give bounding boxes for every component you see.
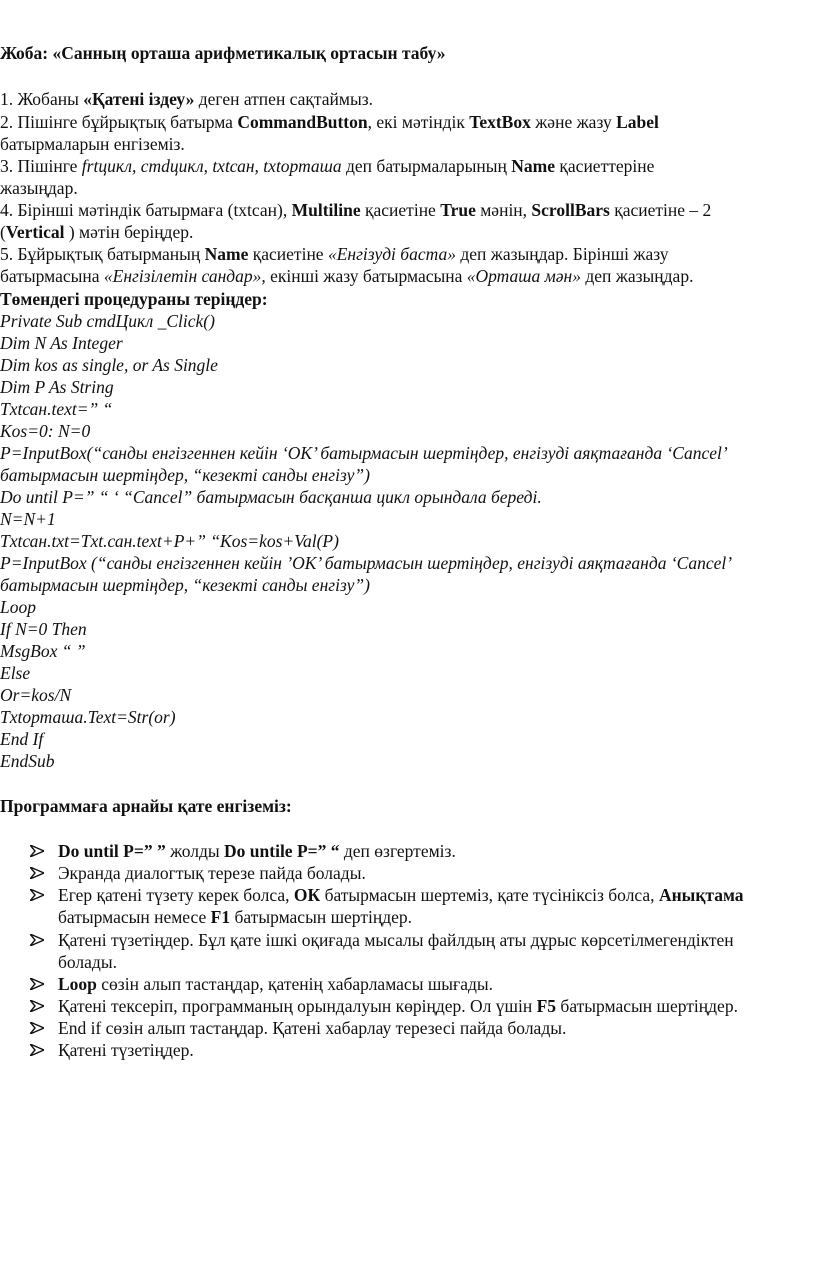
code-line: Dim P As String: [0, 377, 114, 397]
bullet-item-cont: болады.: [58, 952, 117, 972]
code-line: Do until P=” “ ‘ “Cancel” батырмасын басқанша цикл орындала береді.: [0, 487, 542, 507]
step-2-cont: батырмаларын енгіземіз.: [0, 134, 185, 154]
code-line: EndSub: [0, 751, 55, 771]
arrow-bullet-icon: [30, 840, 46, 862]
arrow-bullet-icon: [30, 884, 46, 906]
arrow-bullet-icon: [30, 1017, 46, 1039]
error-heading: Программаға арнайы қате енгіземіз:: [0, 796, 292, 816]
bullet-item: End if сөзін алып тастаңдар. Қатені хабарлау терезесі пайда болады.: [58, 1018, 567, 1038]
bullet-item: Егер қатені түзету керек болса, ОК батырмасын шертеміз, қате түсініксіз болса, Анықтама: [58, 885, 744, 905]
arrow-bullet-icon: [30, 995, 46, 1017]
code-line: Txtсан.txt=Txt.сан.text+P+” “Kos=kos+Val(P): [0, 531, 339, 551]
code-line: Else: [0, 663, 31, 683]
step-4: 4. Бірінші мәтіндік батырмаға (txtсан), Multiline қасиетіне True мәнін, ScrollBars қасиетіне – 2: [0, 200, 712, 220]
arrow-bullet-icon: [30, 1039, 46, 1061]
step-3-cont: жазыңдар.: [0, 178, 78, 198]
code-line: Or=kos/N: [0, 685, 72, 705]
code-line: P=InputBox (“санды енгізгеннен кейін ’OK’ батырмасын шертіңдер, енгізуді аяқтағанда ‘Cancel’: [0, 553, 733, 573]
code-line: If N=0 Then: [0, 619, 87, 639]
code-line: MsgBox “ ”: [0, 641, 86, 661]
page-title: Жоба: «Санның орташа арифметикалық ортасын табу»: [0, 43, 446, 63]
code-line: N=N+1: [0, 509, 56, 529]
code-line: Private Sub cmdЦикл _Click(): [0, 311, 215, 331]
bullet-item: Қатені түзетіңдер. Бұл қате ішкі оқиғада мысалы файлдың аты дұрыс көрсетілмегендіктен: [58, 930, 734, 950]
arrow-bullet-icon: [30, 973, 46, 995]
step-4-cont: (Vertical ) мәтін беріңдер.: [0, 222, 194, 242]
step-3: 3. Пішінге frtцикл, cmdцикл, txtсан, txtорташа деп батырмаларының Name қасиеттеріне: [0, 156, 655, 176]
code-line: Dim kos as single, or As Single: [0, 355, 218, 375]
code-line: P=InputBox(“санды енгізгеннен кейін ‘OK’ батырмасын шертіңдер, енгізуді аяқтағанда ‘Cancel’: [0, 443, 728, 463]
bullet-item: Экранда диалогтық терезе пайда болады.: [58, 863, 366, 883]
code-line: Dim N As Integer: [0, 333, 123, 353]
code-line: Loop: [0, 597, 36, 617]
code-line: батырмасын шертіңдер, “кезекті санды енгізу”): [0, 575, 370, 595]
bullet-item: Қатені түзетіңдер.: [58, 1040, 194, 1060]
arrow-bullet-icon: [30, 862, 46, 884]
bullet-item-cont: батырмасын немесе F1 батырмасын шертіңдер.: [58, 907, 412, 927]
step-5: 5. Бұйрықтық батырманың Name қасиетіне «Енгізуді баста» деп жазыңдар. Бірінші жазу: [0, 244, 669, 264]
bullet-item: Қатені тексеріп, программаның орындалуын көріңдер. Ол үшін F5 батырмасын шертіңдер.: [58, 996, 738, 1016]
step-5-cont: батырмасына «Енгізілетін сандар», екінші жазу батырмасына «Орташа мән» деп жазыңдар.: [0, 266, 694, 286]
code-line: End If: [0, 729, 44, 749]
code-line: Txtорташа.Text=Str(or): [0, 707, 176, 727]
code-line: Kos=0: N=0: [0, 421, 91, 441]
code-line: Txtсан.text=” “: [0, 399, 113, 419]
bullet-item: Do until P=” ” жолды Do untile P=” “ деп өзгертеміз.: [58, 841, 456, 861]
arrow-bullet-icon: [30, 929, 46, 951]
procedure-heading: Төмендегі процедураны теріңдер:: [0, 289, 268, 309]
code-line: батырмасын шертіңдер, “кезекті санды енгізу”): [0, 465, 370, 485]
step-2: 2. Пішінге бұйрықтық батырма CommandButton, екі мәтіндік TextBox және жазу Label: [0, 112, 659, 132]
step-1: 1. Жобаны «Қатені іздеу» деген атпен сақтаймыз.: [0, 89, 374, 109]
bullet-item: Loop сөзін алып тастаңдар, қатенің хабарламасы шығады.: [58, 974, 494, 994]
